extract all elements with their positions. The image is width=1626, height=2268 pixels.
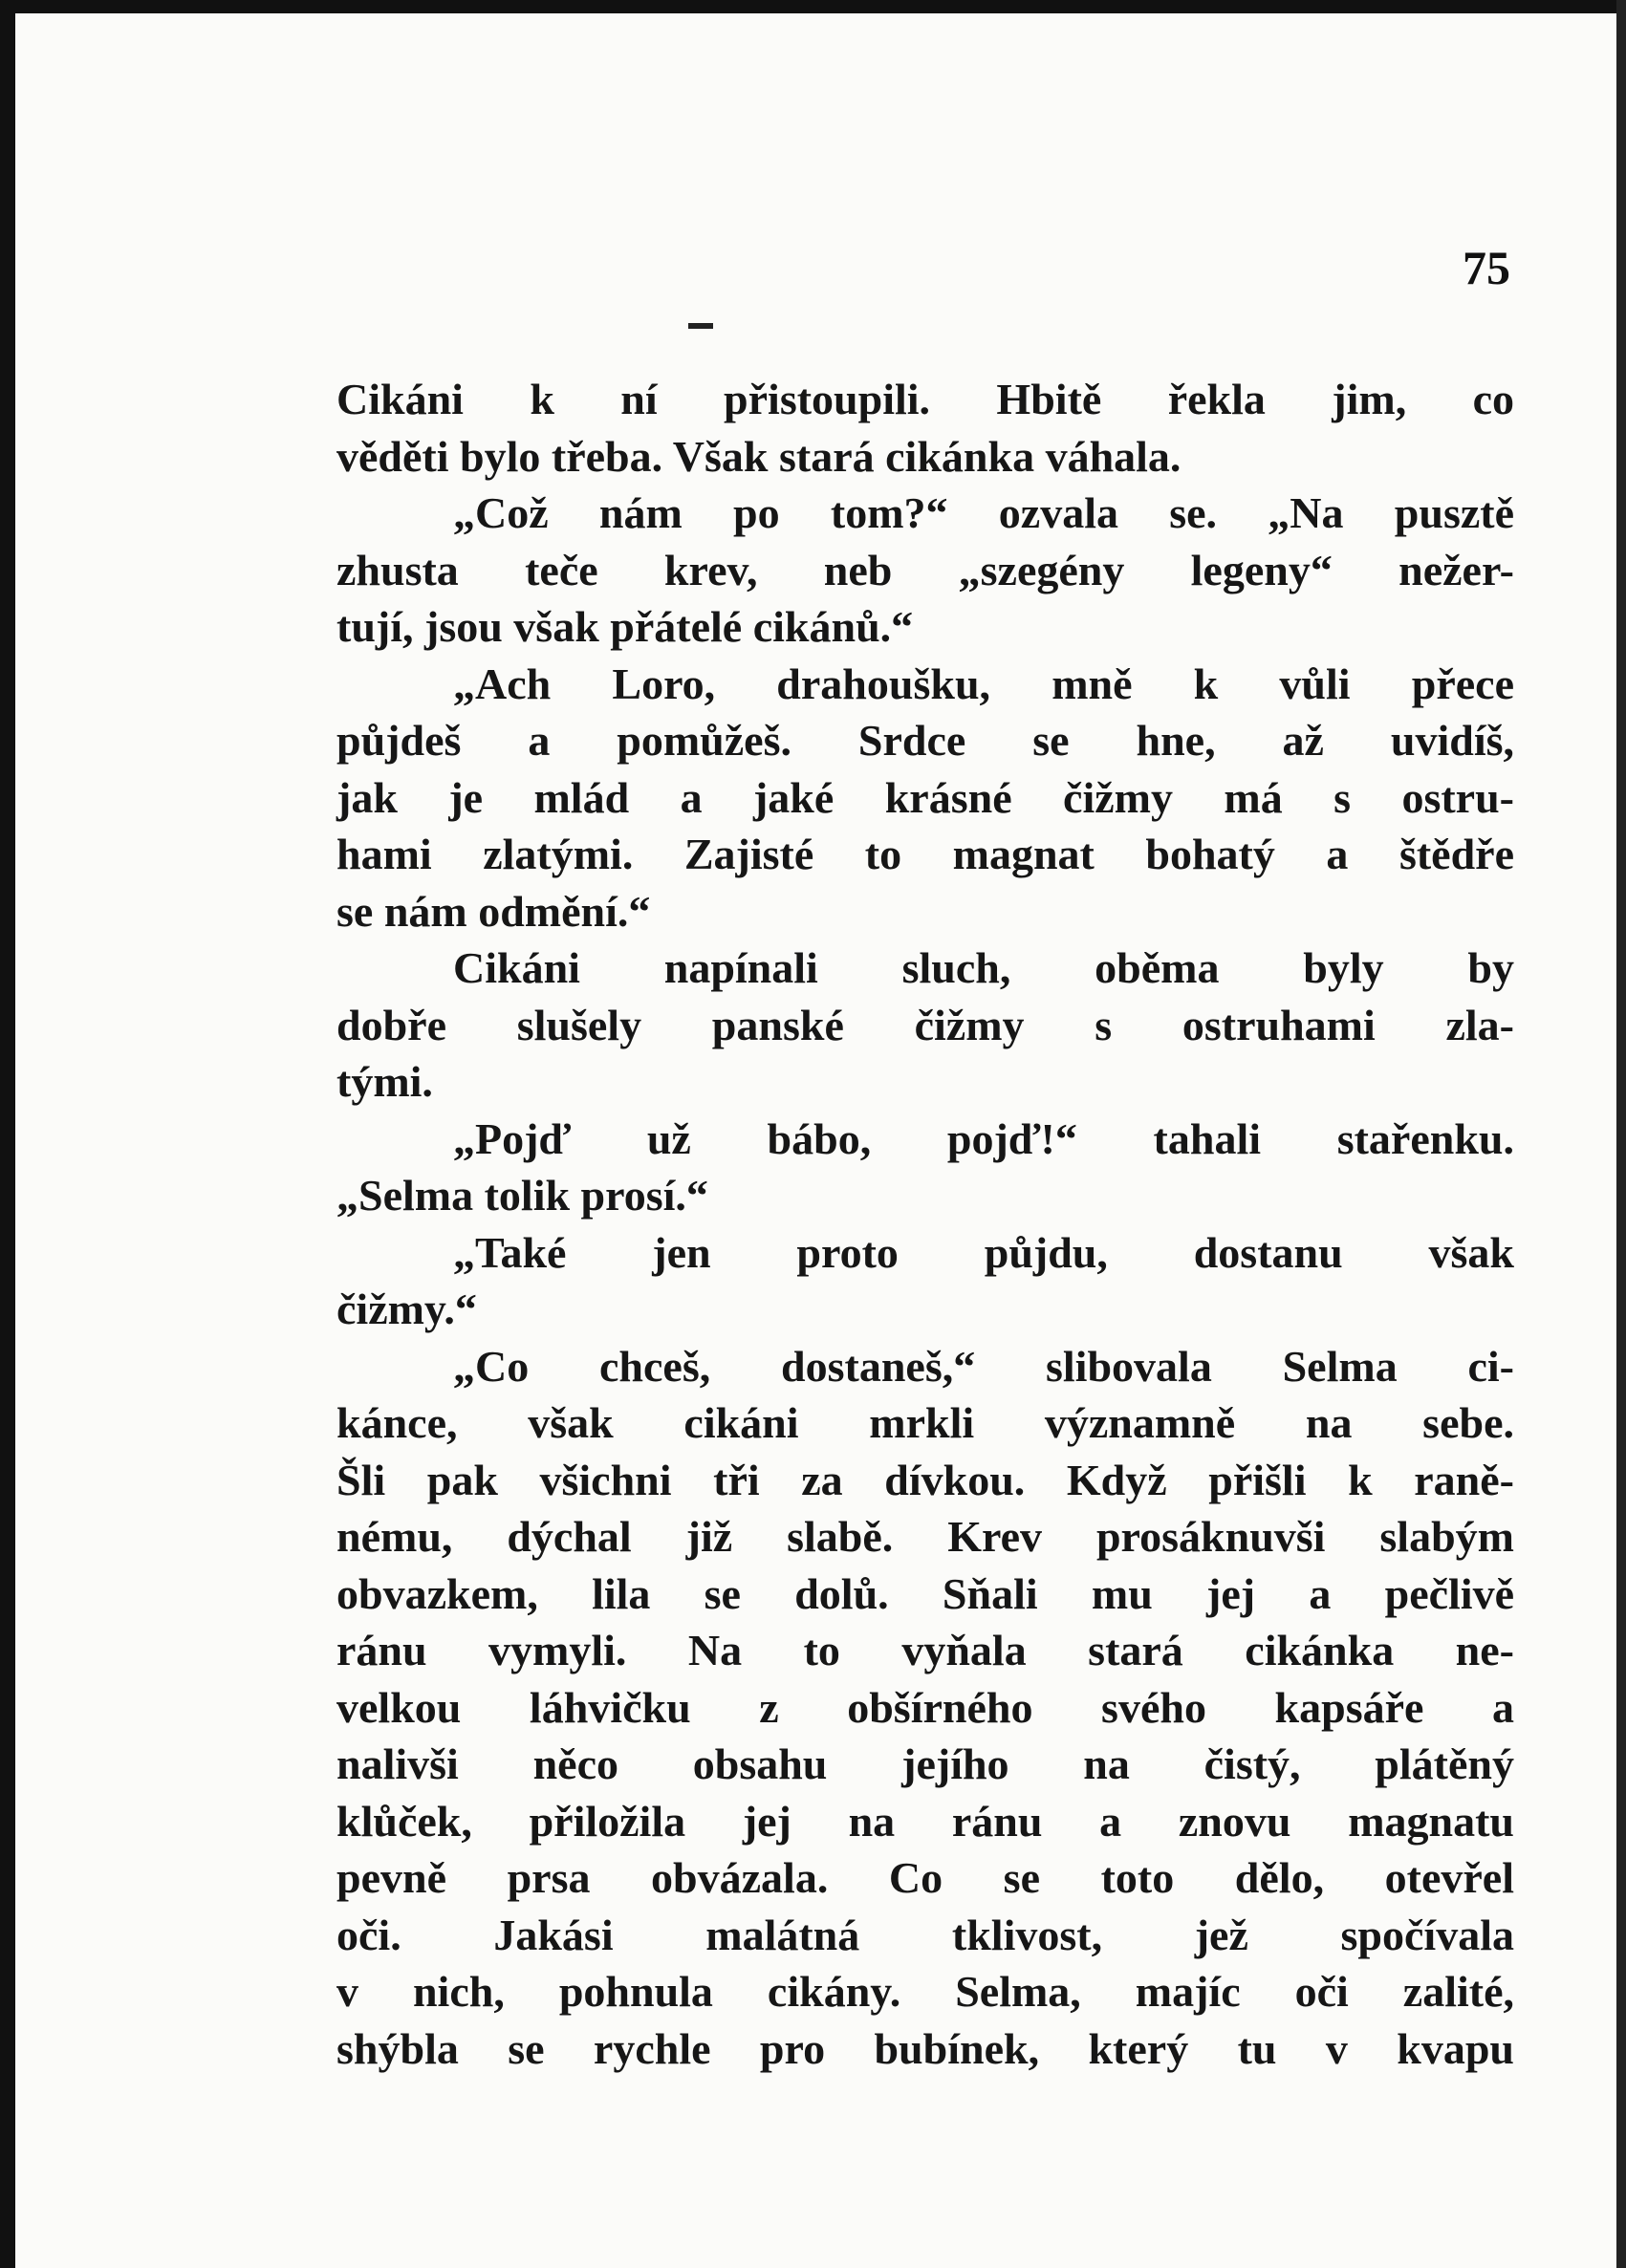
text-line: „Pojď už bábo, pojď!“ tahali stařenku. <box>453 1113 1514 1163</box>
text-line: „Selma tolik prosí.“ <box>336 1171 708 1220</box>
scan-left-border <box>0 0 15 2268</box>
header-dash-mark <box>688 323 713 329</box>
text-line: nému, dýchal již slabě. Krev prosáknuvši slabým <box>336 1512 1514 1561</box>
text-line: věděti bylo třeba. Však stará cikánka váhala. <box>336 431 1182 481</box>
text-line: Šli pak všichni tři za dívkou. Když přišli k raně- <box>336 1455 1514 1504</box>
text-line: dobře slušely panské čižmy s ostruhami zla- <box>336 1000 1514 1049</box>
text-line: obvazkem, lila se dolů. Sňali mu jej a pečlivě <box>336 1568 1514 1618</box>
text-line: zhusta teče krev, neb „szegény legeny“ nežer- <box>336 545 1514 594</box>
text-line: velkou láhvičku z obšírného svého kapsáře a <box>336 1682 1514 1732</box>
body-text <box>336 371 1514 2077</box>
text-line: ránu vymyli. Na to vyňala stará cikánka ne- <box>336 1626 1514 1674</box>
text-line: „Co chceš, dostaneš,“ slibovala Selma ci- <box>453 1341 1514 1391</box>
text-line: klůček, přiložila jej na ránu a znovu magnatu <box>336 1796 1514 1846</box>
text-line: oči. Jakási malátná tklivost, jež spočívala <box>336 1910 1514 1959</box>
text-line: tují, jsou však přátelé cikánů.“ <box>336 602 914 651</box>
scan-top-border <box>0 0 1626 13</box>
text-line: půjdeš a pomůžeš. Srdce se hne, až uvidíš, <box>336 716 1514 765</box>
scan-right-border <box>1616 0 1626 2268</box>
text-line: hami zlatými. Zajisté to magnat bohatý a štědře <box>336 830 1514 878</box>
text-line: jak je mlád a jaké krásné čižmy má s ostru- <box>336 772 1514 822</box>
text-line: kánce, však cikáni mrkli významně na sebe. <box>336 1398 1514 1447</box>
text-line: nalivši něco obsahu jejího na čistý, plátěný <box>336 1739 1514 1788</box>
text-line: tými. <box>336 1057 433 1106</box>
text-line: shýbla se rychle pro bubínek, který tu v kvapu <box>336 2023 1514 2073</box>
text-line: Cikáni k ní přistoupili. Hbitě řekla jim, co <box>336 375 1514 423</box>
page-number: 75 <box>1463 241 1510 294</box>
text-line: pevně prsa obvázala. Co se toto dělo, otevřel <box>336 1853 1514 1902</box>
text-line: Cikáni napínali sluch, oběma byly by <box>453 943 1514 992</box>
text-line: „Což nám po tom?“ ozvala se. „Na pusztě <box>453 488 1514 537</box>
text-line: v nich, pohnula cikány. Selma, majíc oči zalité, <box>336 1967 1514 2016</box>
text-line: „Také jen proto půjdu, dostanu však <box>453 1227 1514 1277</box>
text-line: se nám odmění.“ <box>336 886 651 936</box>
text-line: čižmy.“ <box>336 1285 477 1333</box>
text-line: „Ach Loro, drahoušku, mně k vůli přece <box>453 659 1514 708</box>
